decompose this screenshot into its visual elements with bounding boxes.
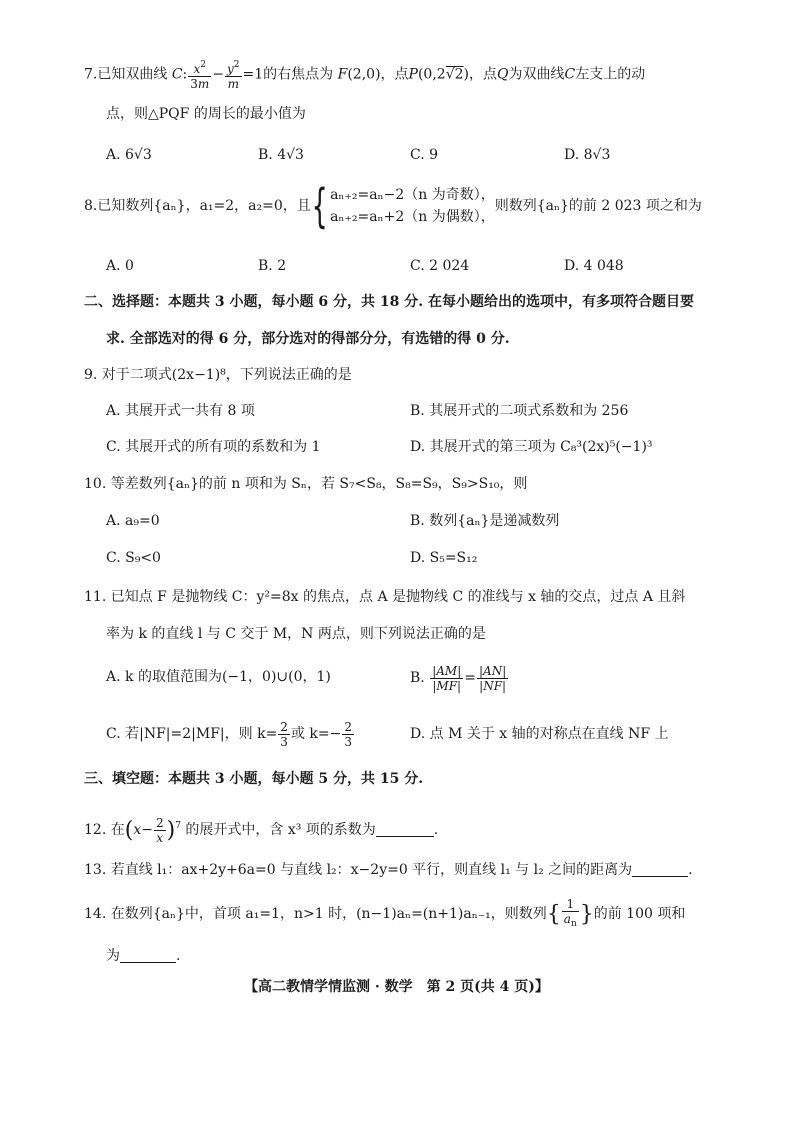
fraction-two-thirds-neg: $\frac{2}{3}$ — [344, 719, 352, 749]
q11-line2: 率为 k 的直线 l 与 C 交于 M，N 两点，则下列说法正确的是 — [106, 626, 486, 642]
fraction-one-over-an: $\frac{1}{a_n}$ — [563, 897, 577, 929]
q10-option-c: C. S₉<0 — [106, 550, 161, 566]
section2-heading: 二、选择题：本题共 3 小题，每小题 6 分，共 18 分. 在每小题给出的选项中，有多项符合题目要 — [84, 294, 694, 310]
q9-option-b: B. 其展开式的二项式系数和为 256 — [410, 403, 629, 419]
ratio-am-mf: $\frac{|AM|}{|MF|}$ — [432, 663, 462, 693]
q8-line: 8.已知数列{aₙ}，a₁=2，a₂=0，且{ aₙ₊₂=aₙ−2（n 为奇数）， aₙ₊₂=aₙ+2（n 为偶数）， 则数列{aₙ}的前 2 023 项之和为 — [84, 179, 702, 233]
hyperbola-term-y: $\frac{y^2}{m}$ — [227, 60, 240, 91]
q7-line1: 7.已知双曲线 C: $\frac{x^2}{3m}$ − $\frac{y^2}{m}$ =1的右焦点为 F(2,0)，点P(0,2√2)，点Q为双曲线C左支上的动 — [84, 60, 646, 91]
ratio-an-nf: $\frac{|AN|}{|NF|}$ — [478, 663, 507, 693]
q11-line1: 11. 已知点 F 是抛物线 C：y²=8x 的焦点，点 A 是抛物线 C 的准线与 x 轴的交点，过点 A 且斜 — [84, 589, 686, 605]
q13-line: 13. 若直线 l₁：ax+2y+6a=0 与直线 l₂：x−2y=0 平行，则直线 l₁ 与 l₂ 之间的距离为 . — [84, 862, 693, 878]
q9-option-c: C. 其展开式的所有项的系数和为 1 — [106, 439, 321, 455]
fraction-two-over-x: $\frac{2}{x}$ — [155, 815, 164, 845]
q7-option-d: D. 8√3 — [564, 147, 611, 163]
q8-option-d: D. 4 048 — [564, 258, 624, 274]
q12-line: 12. 在(x− $\frac{2}{x}$ )$^7$ 的展开式中，含 x³ 项的系数为 . — [84, 815, 439, 845]
q9-option-d: D. 其展开式的第三项为 C₈³(2x)⁵(−1)³ — [410, 439, 653, 455]
q11-option-a: A. k 的取值范围为(−1，0)∪(0，1) — [106, 669, 331, 685]
q12-answer-blank[interactable] — [376, 822, 434, 837]
q11-option-d: D. 点 M 关于 x 轴的对称点在直线 NF 上 — [410, 726, 669, 742]
q10-option-d: D. S₅=S₁₂ — [410, 550, 478, 566]
q14-answer-blank[interactable] — [120, 948, 176, 963]
page-footer: 【高二教情学情监测 · 数学 第 2 页(共 4 页)】 — [244, 979, 549, 995]
q10-stem: 10. 等差数列{aₙ}的前 n 项和为 Sₙ，若 S₇<S₈，S₈=S₉，S₉>S₁₀，则 — [84, 476, 528, 492]
q8-option-c: C. 2 024 — [410, 258, 470, 274]
fraction-two-thirds: $\frac{2}{3}$ — [280, 719, 288, 749]
q7-number: 7. — [84, 66, 98, 83]
q8-option-a: A. 0 — [106, 258, 134, 274]
q9-stem: 9. 对于二项式(2x−1)⁸，下列说法正确的是 — [84, 367, 352, 383]
q8-option-b: B. 2 — [258, 258, 287, 274]
q10-option-a: A. a₉=0 — [106, 513, 160, 529]
case-brace: { — [311, 179, 328, 233]
q13-answer-blank[interactable] — [632, 862, 688, 877]
section2-heading-cont: 求. 全部选对的得 6 分，部分选对的得部分分，有选错的得 0 分. — [106, 331, 510, 347]
q7-option-c: C. 9 — [410, 147, 439, 163]
q7-line2: 点，则△PQF 的周长的最小值为 — [106, 106, 306, 122]
q10-option-b: B. 数列{aₙ}是递减数列 — [410, 513, 560, 529]
piecewise-system: aₙ₊₂=aₙ−2（n 为奇数）， aₙ₊₂=aₙ+2（n 为偶数）， — [330, 187, 495, 225]
section3-heading: 三、填空题：本题共 3 小题，每小题 5 分，共 15 分. — [84, 771, 424, 787]
q14-line1: 14. 在数列{aₙ}中，首项 a₁=1，n>1 时，(n−1)aₙ=(n+1)aₙ₋₁，则数列{ $\frac{1}{a_n}$ }的前 100 项和 — [84, 897, 686, 929]
q7-option-b: B. 4√3 — [258, 147, 304, 163]
hyperbola-term-x: $\frac{x^2}{3m}$ — [190, 60, 210, 91]
q7-option-a: A. 6√3 — [106, 147, 152, 163]
q11-option-c: C. 若|NF|=2|MF|，则 k= $\frac{2}{3}$ 或 k=− $\frac{2}{3}$ — [106, 719, 352, 749]
q9-option-a: A. 其展开式一共有 8 项 — [106, 403, 255, 419]
q11-option-b: B. $\frac{|AM|}{|MF|}$ = $\frac{|AN|}{|NF|}$ — [410, 663, 507, 693]
q14-line2: 为 . — [106, 948, 181, 964]
